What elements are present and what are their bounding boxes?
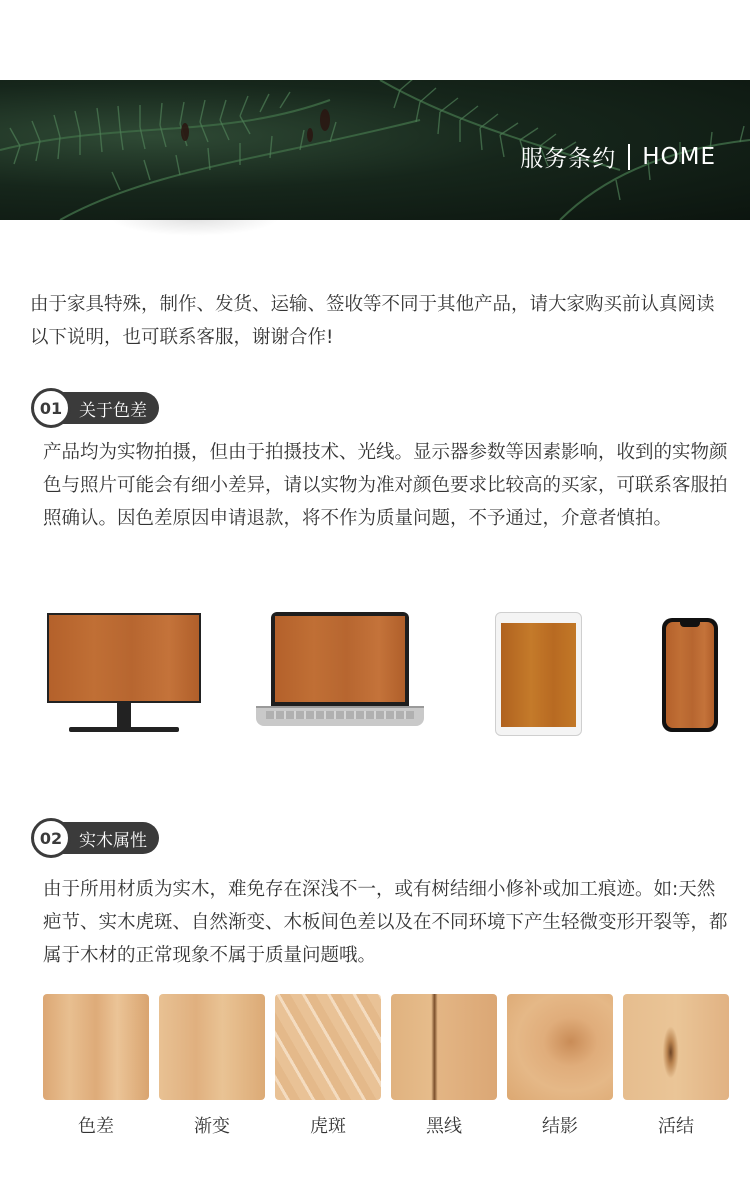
wood-sample [391, 994, 497, 1138]
phone-image [662, 618, 718, 732]
wood-sample-label: 色差 [78, 1116, 114, 1137]
section-title: 实木属性 [79, 830, 147, 851]
laptop-screen [275, 616, 405, 702]
section-text-color-difference: 产品均为实物拍摄，但由于拍摄技术、光线。显示器参数等因素影响，收到的实物颜色与照片可能会有细小差异，请以实物为准对颜色要求比较高的买家，可联系客服拍照确认。因色差原因申请退款，将不作为质量问题，不予通过，介意者慎拍。 [43, 442, 728, 529]
wood-swatch-image [507, 994, 613, 1100]
wood-sample-label: 虎斑 [310, 1116, 346, 1137]
section-text-solid-wood: 由于所用材质为实木，难免存在深浅不一，或有树结细小修补或加工痕迹。如:天然疤节、实木虎斑、自然渐变、木板间色差以及在不同环境下产生轻微变形开裂等，都属于木材的正常现象不属于质量问题哦。 [43, 879, 728, 966]
wood-swatch-image [623, 994, 729, 1100]
banner-separator [628, 144, 630, 170]
monitor-screen [47, 613, 201, 703]
wood-sample [507, 994, 613, 1138]
laptop-keyboard [266, 711, 414, 719]
wood-sample-label: 渐变 [194, 1116, 230, 1137]
tablet-screen [501, 623, 576, 727]
monitor-base [69, 727, 179, 732]
wood-swatch-image [159, 994, 265, 1100]
wood-sample [43, 994, 149, 1138]
phone-notch [680, 622, 700, 627]
wood-swatch-image [275, 994, 381, 1100]
wood-swatch-image [43, 994, 149, 1100]
hero-banner [0, 80, 750, 220]
wood-swatch-image [391, 994, 497, 1100]
wood-sample [275, 994, 381, 1138]
banner-title-cn: 服务条约 [520, 146, 617, 172]
wood-sample-label: 结影 [542, 1116, 578, 1137]
phone-screen [666, 622, 714, 728]
wood-sample-label: 黑线 [426, 1116, 462, 1137]
tablet-image [495, 612, 582, 736]
laptop-lid [271, 612, 409, 706]
laptop-base [256, 706, 424, 726]
section-number: 02 [31, 818, 71, 858]
section-heading-solid-wood [33, 820, 159, 856]
section-pill [33, 392, 159, 424]
section-heading-color-difference [33, 390, 159, 426]
section-pill [33, 822, 159, 854]
banner-title-en: HOME [642, 143, 716, 170]
banner-title [520, 140, 716, 173]
wood-sample [623, 994, 729, 1138]
wood-sample [159, 994, 265, 1138]
section-number: 01 [31, 388, 71, 428]
monitor-stand [117, 703, 131, 727]
banner-shadow [110, 218, 280, 236]
laptop-image [256, 612, 424, 734]
section-title: 关于色差 [79, 400, 147, 421]
devices-illustration [0, 600, 750, 750]
monitor-image [47, 613, 201, 733]
intro-text: 由于家具特殊，制作、发货、运输、签收等不同于其他产品，请大家购买前认真阅读以下说明，也可联系客服，谢谢合作! [30, 294, 715, 348]
wood-sample-grid [43, 994, 733, 1138]
wood-sample-label: 活结 [658, 1116, 694, 1137]
